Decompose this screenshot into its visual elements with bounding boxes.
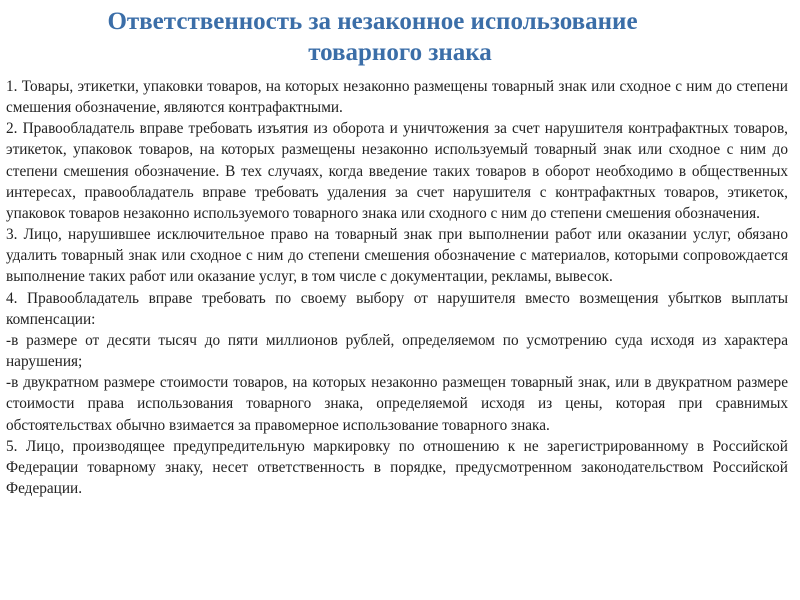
paragraph-4-option-2: -в двукратном размере стоимости товаров, на которых незаконно размещен товарный знак, или в двукратном размере стоимости права использования товарного знака, определяемой исходя из цены, которая при сравнимых обстоятельствах обычно взимается за правомерное использование товарного знака. <box>6 374 788 434</box>
paragraph-1: 1. Товары, этикетки, упаковки товаров, на которых незаконно размещены товарный знак или сходное с ним до степени смешения обозначение, являются контрафактными. <box>6 78 788 117</box>
slide-title-line-1: Ответственность за незаконное использование <box>107 8 638 35</box>
paragraph-4: 4. Правообладатель вправе требовать по своему выбору от нарушителя вместо возмещения убытков выплаты компенсации: <box>6 289 788 328</box>
slide-body <box>6 76 788 499</box>
slide-title <box>0 6 800 68</box>
paragraph-4-option-1: -в размере от десяти тысяч до пяти миллионов рублей, определяемом по усмотрению суда исходя из характера нарушения; <box>6 331 788 371</box>
paragraph-2: 2. Правообладатель вправе требовать изъятия из оборота и уничтожения за счет нарушителя контрафактных товаров, этикеток, упаковок товаров, на которых размещены незаконно используемый товарный знак или сходное с ним до степени смешения обозначение. В тех случаях, когда введение таких товаров в оборот необходимо в общественных интересах, правообладатель вправе требовать удаления за счет нарушителя с контрафактных товаров, этикеток, упаковок товаров незаконно используемого товарного знака или сходного с ним до степени смешения обозначения. <box>6 120 788 222</box>
paragraph-3: 3. Лицо, нарушившее исключительное право на товарный знак при выполнении работ или оказании услуг, обязано удалить товарный знак или сходное с ним до степени смешения обозначение с материалов, которыми сопровождается выполнение таких работ или оказание услуг, в том числе с документации, рекламы, вывесок. <box>6 226 788 286</box>
slide-title-line-2: товарного знака <box>308 39 492 66</box>
paragraph-5: 5. Лицо, производящее предупредительную маркировку по отношению к не зарегистрированному в Российской Федерации товарному знаку, несет ответственность в порядке, предусмотренном законодательством Российской Федерации. <box>6 437 788 497</box>
